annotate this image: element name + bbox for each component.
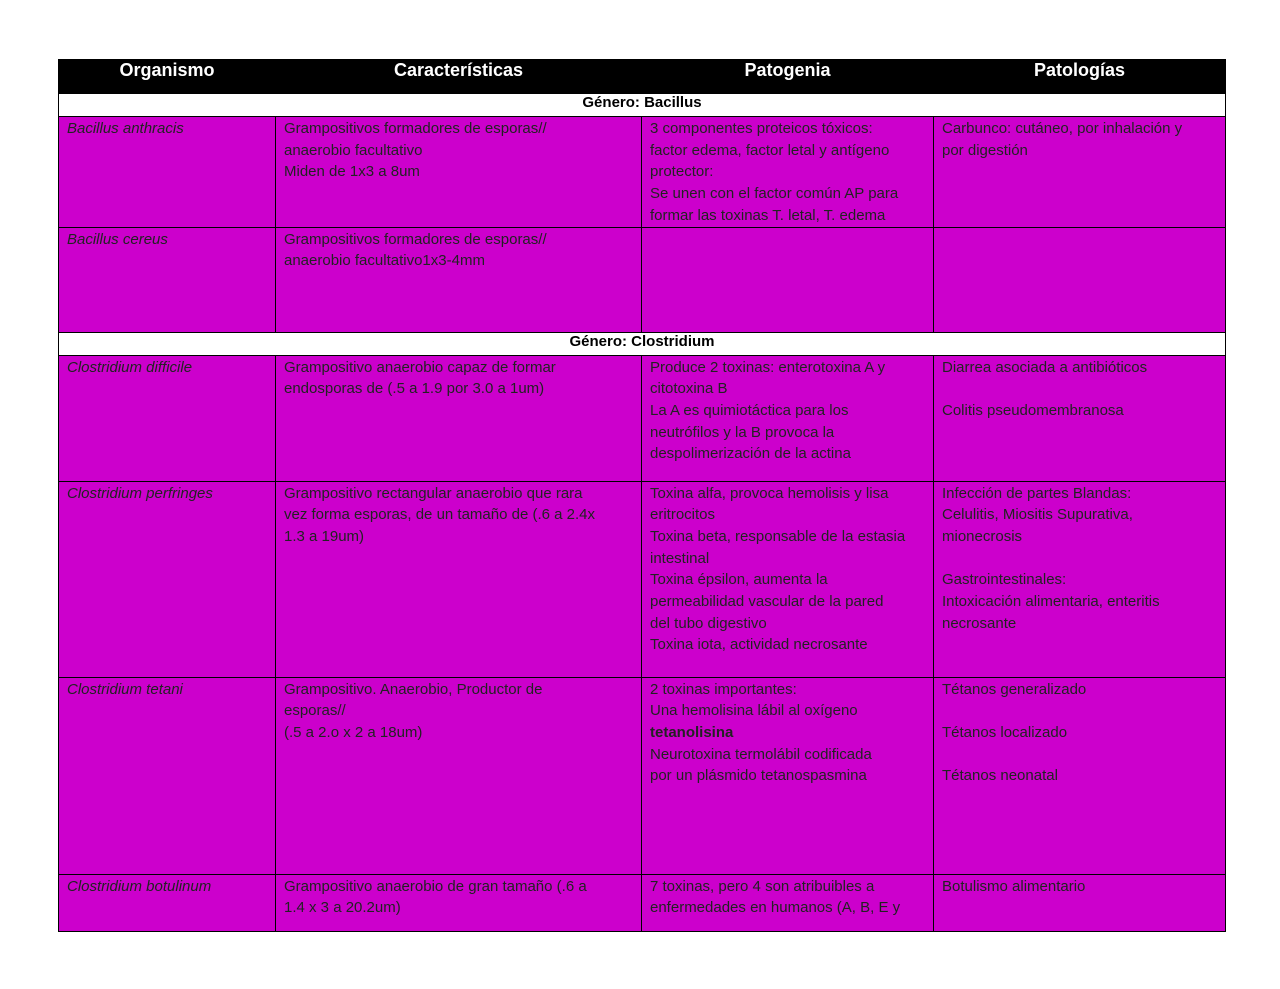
cell-line: endosporas de (.5 a 1.9 por 3.0 a 1um) [284,380,545,398]
classification-table [58,59,1226,932]
genus-label: Género: Bacillus [59,94,1226,117]
cell-line: Grampositivo. Anaerobio, Productor de [284,680,543,698]
caracteristicas-cell [276,355,642,481]
cell-line: Botulismo alimentario [942,877,1086,895]
cell-line: 3 componentes proteicos tóxicos: [650,120,873,137]
table-row [59,355,1226,481]
organism-cell: Bacillus anthracis [59,117,276,228]
cell-line: Produce 2 toxinas: enterotoxina A y [650,358,886,376]
cell-line: Se unen con el factor común AP para [650,185,899,203]
caracteristicas-cell [276,117,642,228]
cell-line: mionecrosis [942,527,1023,545]
cell-line: formar las toxinas T. letal, T. edema [650,206,886,224]
patogenia-cell [642,481,934,677]
cell-line: despolimerización de la actina [650,445,851,463]
cell-line: Diarrea asociada a antibióticos [942,358,1148,376]
caracteristicas-cell [276,677,642,874]
cell-line: necrosante [942,614,1017,632]
caracteristicas-cell [276,874,642,931]
table-row [59,874,1226,931]
header-patogenia: Patogenia [642,60,934,94]
cell-line: eritrocitos [650,506,716,524]
table-row [59,117,1226,228]
cell-line: Toxina beta, responsable de la estasia [650,527,906,545]
cell-line: Grampositivos formadores de esporas// [284,120,547,137]
cell-line: 1.4 x 3 a 20.2um) [284,899,401,917]
cell-line: tetanolisina [650,723,734,741]
cell-line: Gastrointestinales: [942,571,1067,589]
cell-line: del tubo digestivo [650,614,767,632]
patologias-cell [934,677,1226,874]
cell-line: Intoxicación alimentaria, enteritis [942,593,1160,611]
cell-line: Tétanos neonatal [942,767,1058,785]
patogenia-cell [642,355,934,481]
cell-line: factor edema, factor letal y antígeno [650,141,890,159]
cell-line: (.5 a 2.o x 2 a 18um) [284,723,423,741]
patogenia-cell [642,227,934,332]
patogenia-cell [642,117,934,228]
organism-cell: Bacillus cereus [59,227,276,332]
organism-cell: Clostridium tetani [59,677,276,874]
table-row [59,481,1226,677]
cell-line: Grampositivo anaerobio de gran tamaño (.6 a [284,877,587,895]
cell-line [942,700,1217,722]
organism-cell: Clostridium botulinum [59,874,276,931]
cell-line: Grampositivo rectangular anaerobio que rara [284,484,583,502]
cell-line: anaerobio facultativo [284,141,423,159]
cell-line [942,744,1217,766]
patologias-cell [934,227,1226,332]
cell-line: protector: [650,163,714,181]
header-row [59,60,1226,94]
cell-line: Toxina iota, actividad necrosante [650,636,868,654]
cell-line: neutrófilos y la B provoca la [650,423,835,441]
cell-line: vez forma esporas, de un tamaño de (.6 a 2.4x [284,506,596,524]
cell-line: Neurotoxina termolábil codificada [650,745,872,763]
caracteristicas-cell [276,481,642,677]
cell-line: Grampositivos formadores de esporas// [284,230,547,248]
header-patologias: Patologías [934,60,1226,94]
cell-line: por digestión [942,141,1028,159]
organism-cell: Clostridium difficile [59,355,276,481]
cell-line: enfermedades en humanos (A, B, E y [650,899,901,917]
cell-line: 2 toxinas importantes: [650,680,797,698]
cell-line: Tétanos generalizado [942,680,1087,698]
patologias-cell [934,355,1226,481]
cell-line: Miden de 1x3 a 8um [284,163,420,181]
patologias-cell [934,874,1226,931]
cell-line: anaerobio facultativo1x3-4mm [284,252,485,270]
table-row [59,227,1226,332]
genus-label: Género: Clostridium [59,332,1226,355]
cell-line [942,378,1217,400]
cell-line: Grampositivo anaerobio capaz de formar [284,358,556,376]
cell-line: Infección de partes Blandas: [942,484,1132,502]
cell-line: esporas// [284,702,346,720]
organism-cell: Clostridium perfringes [59,481,276,677]
cell-line: Una hemolisina lábil al oxígeno [650,702,858,720]
cell-line: Tétanos localizado [942,723,1068,741]
cell-line: Colitis pseudomembranosa [942,401,1124,419]
cell-line: citotoxina B [650,380,728,398]
table-row [59,677,1226,874]
caracteristicas-cell [276,227,642,332]
genus-row-clostridium [59,332,1226,355]
header-caracteristicas: Características [276,60,642,94]
patogenia-cell [642,677,934,874]
cell-line: intestinal [650,549,710,567]
cell-line: La A es quimiotáctica para los [650,401,849,419]
cell-line: Toxina alfa, provoca hemolisis y lisa [650,484,889,502]
cell-line: por un plásmido tetanospasmina [650,767,867,785]
patologias-cell [934,117,1226,228]
genus-row-bacillus [59,94,1226,117]
cell-line: 1.3 a 19um) [284,527,365,545]
cell-line: Toxina épsilon, aumenta la [650,571,828,589]
cell-line: 7 toxinas, pero 4 son atribuibles a [650,877,875,895]
patologias-cell [934,481,1226,677]
patogenia-cell [642,874,934,931]
cell-line: permeabilidad vascular de la pared [650,593,884,611]
cell-line: Celulitis, Miositis Supurativa, [942,506,1133,524]
header-organismo: Organismo [59,60,276,94]
cell-line: Carbunco: cutáneo, por inhalación y [942,120,1183,137]
cell-line [942,548,1217,570]
